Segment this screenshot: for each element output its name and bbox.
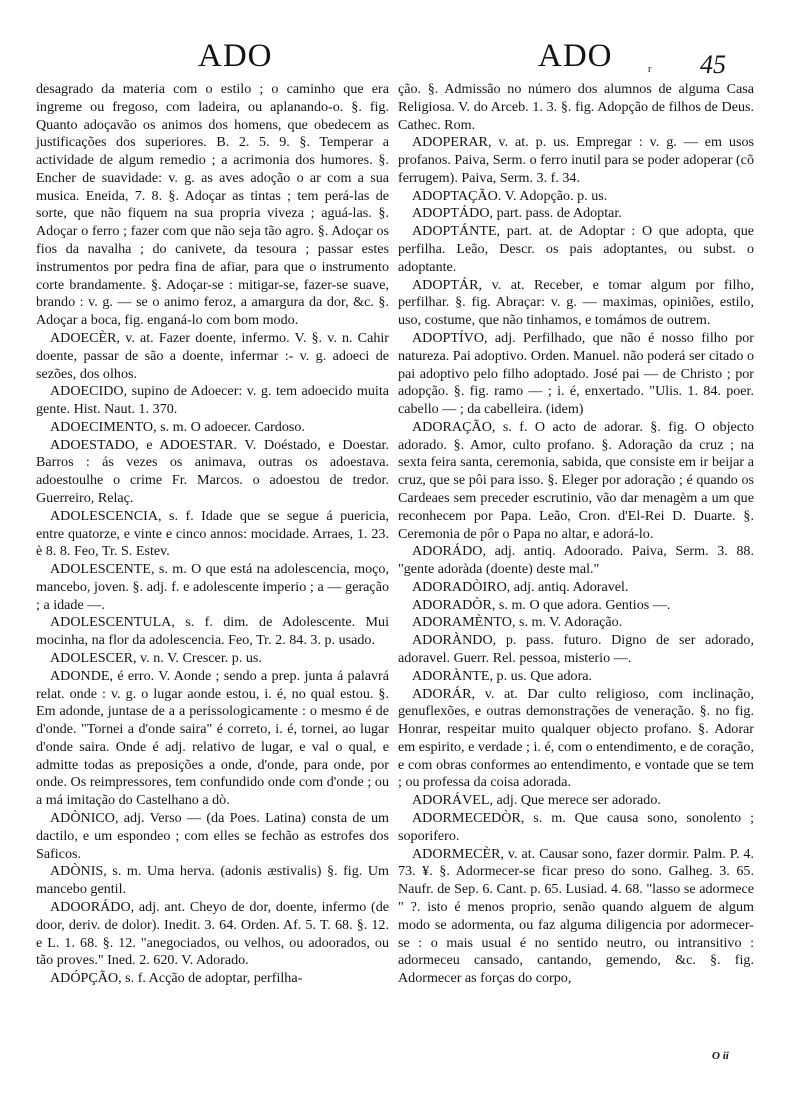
entry-paragraph: ADOLESCER, v. n. V. Crescer. p. us. <box>50 650 262 666</box>
entry-paragraph: ADÒNICO, adj. Verso — (da Poes. Latina) consta de um dactilo, e um espondeo ; com elles se fechão as estrofes dos Saficos. <box>36 810 389 862</box>
right-running-head: ADO <box>538 38 613 74</box>
entry-paragraph: ADORÁR, v. at. Dar culto religioso, com inclinação, genuflexões, e outras demonstrações de veneração. §. no fig. Honrar, respeitar muito qualquer objecto profano. §. Adorar em espirito, e verdade ; i. é, com o entendimento, e de coração, e com obras conformes ao entendimento, e vontade que se tem ; ou professa da coisa adorada. <box>398 685 754 791</box>
entry-paragraph: ADORÁDO, adj. antiq. Adoorado. Paiva, Serm. 3. 88. "gente adoràda (doente) deste mal." <box>398 543 754 578</box>
entry-paragraph: ADORMECEDÒR, s. m. Que causa sono, sonolento ; soporifero. <box>398 810 754 844</box>
entry-paragraph: ADORADÒR, s. m. O que adora. Gentios —. <box>412 596 671 613</box>
entry-paragraph: ADOPTÍVO, adj. Perfilhado, que não é nosso filho por natureza. Pai adoptivo. Orden. Manuel. não poderá ser citado o pai adoptivo pelo filho adoptado. José pai — de Christo ; por adopção. §. fig. ramo — ; i. é, enxertado. "Ulis. 1. 84. poer. cabello — ; da cabelleira. (idem) <box>398 329 754 418</box>
entry-paragraph: ADORADÒIRO, adj. antiq. Adoravel. <box>412 578 629 595</box>
left-column <box>36 81 389 988</box>
entry-paragraph: ADOPERAR, v. at. p. us. Empregar : v. g. — em usos profanos. Paiva, Serm. o ferro inutil para se poder adoperar (cõ ferrugem). Paiva, Serm. 3. f. 34. <box>398 134 754 186</box>
entry-paragraph: ADOPTÁR, v. at. Receber, e tomar algum por filho, perfilhar. §. fig. Abraçar: v. g. — maximas, opiniões, estilo, uso, costume, que não tinhamos, e tomámos de outrem. <box>398 276 754 329</box>
entry-paragraph: ção. §. Admissão no número dos alumnos de alguma Casa Religiosa. V. do Arceb. 1. 3. §. fig. Adopção de filhos de Deus. Cathec. Rom. <box>398 81 754 133</box>
printer-mark: r <box>648 64 652 75</box>
entry-paragraph: ADÒNIS, s. m. Uma herva. (adonis æstivalis) §. fig. Um mancebo gentil. <box>36 863 389 898</box>
entry-paragraph: ADOECÈR, v. at. Fazer doente, infermo. V. §. v. n. Cahir doente, passar de são a doente, infermar :- v. g. adoeci de sezões, dos olhos. <box>36 329 389 382</box>
entry-paragraph: ADORÁVEL, adj. Que merece ser adorado. <box>412 792 661 809</box>
entry-paragraph: ADOLESCENTULA, s. f. dim. de Adolescente. Mui mocinha, na flor da adolescencia. Feo, Tr. 2. 84. 3. p. usado. <box>36 614 389 649</box>
entry-paragraph: ADOPTÁDO, part. pass. de Adoptar. <box>412 205 622 222</box>
entry-paragraph: ADOESTADO, e ADOESTAR. V. Doéstado, e Doestar. Barros : ás vezes os animava, outras os adoestava. adoestoulhe o crime Fr. Marcos. o adoestou de tredor. Guerreiro, Relaç. <box>36 436 389 506</box>
entry-paragraph: ADORAMÈNTO, s. m. V. Adoração. <box>412 614 623 631</box>
entry-paragraph: ADONDE, é erro. V. Aonde ; sendo a prep. junta á palavrá relat. onde : v. g. o lugar aonde estou, i. é, no qual estou. §. Em adonde, juntase de a a perissologicamente : o mesmo é de d'onde. "Tornei a d'onde saira" é correto, i. é, tornei, ao lugar d'onde saira. Onde é adj. relativo de lugar, e val o qual, e admitte todas as preposições a onde, d'onde, para onde, por onde. Os reimpressores, tem confundido onde com d'onde ; ou a má imitação do Castelhano a dò. <box>36 667 389 809</box>
entry-paragraph: ADORMECÈR, v. at. Causar sono, fazer dormir. Palm. P. 4. 73. ¥. §. Adormecer-se ficar preso do sono. Galheg. 3. 65. Naufr. de Sep. 6. Cant. p. 65. Lusiad. 4. 68. "lasso se adormece " ?. isto é menos proprio, senão quando alguem de algum modo se adormenta, ou faz alguma diligencia por adormecer-se : o mais usual é no sentido neutro, ou intransitivo : adormeceu cansado, cantando, gemendo, &c. §. fig. Adormecer as forças do corpo, <box>398 845 754 987</box>
entry-paragraph: ADÓPÇÃO, s. f. Acção de adoptar, perfilha- <box>50 970 303 987</box>
entry-paragraph: ADOLESCENTE, s. m. O que está na adolescencia, moço, mancebo, joven. §. adj. f. e adolescente imperio ; a — geração ; a idade —. <box>36 561 389 613</box>
right-column <box>398 81 754 988</box>
page-number: 45 <box>700 50 726 79</box>
entry-paragraph: ADOORÁDO, adj. ant. Cheyo de dor, doente, infermo (de door, deriv. de dolor). Inedit. 3. 64. Orden. Af. 5. T. 68. §. 12. e L. 1. 68. §. 12. "anegociados, ou velhos, ou adoorados, ou tão proves." Ined. 2. 620. V. Adorado. <box>36 898 389 969</box>
entry-paragraph: ADOECIMENTO, s. m. O adoecer. Cardoso. <box>50 418 305 435</box>
entry-paragraph: ADOPTAÇÃO. V. Adopção. p. us. <box>412 187 608 204</box>
entry-paragraph: ADORAÇÃO, s. f. O acto de adorar. §. fig. O objecto adorado. §. Amor, culto profano. §. Adoração da cruz ; na sexta feira santa, ceremonia, sabida, que consiste em ir beijar a cruz, que se pôi para isso. §. Eleger por adoração ; é quando os Cardeaes sem preceder escrutinio, vão dar menagèm a um que reconhecem por Papa. Leão, Cron. d'El-Rei D. Duarte. §. Ceremonia de pôr o Papa no altar, e adorá-lo. <box>398 418 754 542</box>
signature-mark: O ii <box>712 1050 729 1062</box>
entry-paragraph: ADORÀNTE, p. us. Que adora. <box>412 667 593 684</box>
left-running-head: ADO <box>198 38 273 74</box>
entry-paragraph: desagrado da materia com o estilo ; o caminho que era ingreme ou fregoso, com ladeira, ou aplanando-o. §. fig. Quanto adoçavão os animos dos homens, que obedecem as justificações dos superiores. B. 2. 5. 9. §. Temperar a actividade de algum remedio ; a acrimonia dos humores. §. Encher de suavidade: v. g. as aves adoção o ar com a sua musica. Eneida, 7. 8. §. Adoçar as tintas ; tem perá-las de sorte, que não fiquem na sua propria viveza ; aguá-las. §. Adoçar o ferro ; fazer com que não seja tão agro. §. Adoçar os fios da navalha ; do canivete, da tesoura ; passar estes instrumentos por pedra fina de afiar, para que o instrumento corte brandamente. §. Adoçar-se : mitigar-se, fazer-se suave, brando : v. g. — se o animo feroz, a amargura da dor, &c. §. Adoçar a boca, fig. enganá-lo com bom modo. <box>36 81 389 329</box>
entry-paragraph: ADOPTÁNTE, part. at. de Adoptar : O que adopta, que perfilha. Leão, Descr. os pais adoptantes, ou subst. o adoptante. <box>398 223 754 275</box>
entry-paragraph: ADOLESCENCIA, s. f. Idade que se segue á puericia, entre quatorze, e vinte e cinco annos: mocidade. Arraes, 1. 23. è 8. 8. Feo, Tr. S. Estev. <box>36 507 389 560</box>
entry-paragraph: ADORÀNDO, p. pass. futuro. Digno de ser adorado, adoravel. Guerr. Rel. pessoa, misterio —. <box>398 632 754 666</box>
entry-paragraph: ADOECIDO, supino de Adoecer: v. g. tem adoecido muita gente. Hist. Naut. 1. 370. <box>36 383 389 418</box>
